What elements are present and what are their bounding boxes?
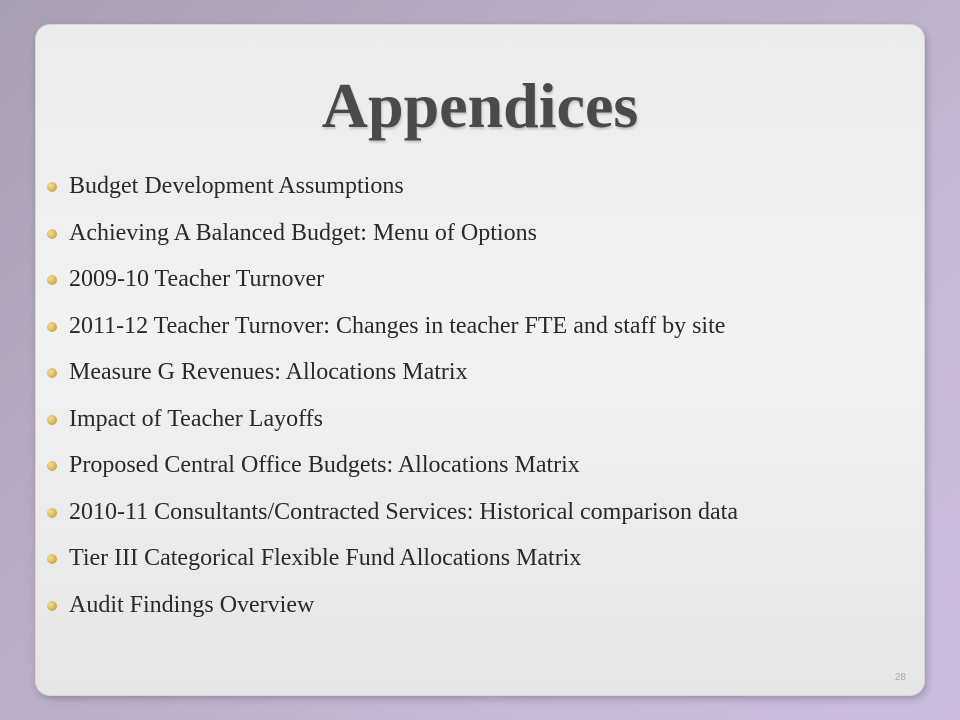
list-item — [36, 544, 924, 572]
page-number: 28 — [894, 672, 906, 683]
list-item-text: Impact of Teacher Layoffs — [69, 405, 323, 432]
list-item — [36, 312, 924, 340]
bullet-icon — [47, 182, 57, 192]
list-item — [36, 358, 924, 386]
list-item — [36, 172, 924, 200]
bullet-icon — [47, 229, 57, 239]
list-item — [36, 265, 924, 293]
list-item-text: Measure G Revenues: Allocations Matrix — [69, 359, 468, 385]
bullet-icon — [47, 554, 57, 564]
bullet-icon — [47, 601, 57, 611]
slide-title: Appendices — [321, 70, 639, 141]
bullet-icon — [47, 461, 57, 471]
bullet-icon — [47, 275, 57, 285]
bullet-icon — [47, 322, 57, 332]
slide-panel — [36, 25, 924, 695]
list-item-text: Achieving A Balanced Budget: Menu of Options — [69, 219, 537, 246]
list-item-text: 2010-11 Consultants/Contracted Services: Historical comparison data — [69, 498, 738, 525]
list-item-text: Tier III Categorical Flexible Fund Allocations Matrix — [69, 545, 582, 571]
list-item — [36, 219, 924, 247]
list-item-text: 2009-10 Teacher Turnover — [69, 266, 325, 292]
bullet-list — [36, 172, 924, 637]
list-item-text: 2011-12 Teacher Turnover: Changes in teacher FTE and staff by site — [69, 312, 726, 339]
bullet-icon — [47, 368, 57, 378]
list-item-text: Proposed Central Office Budgets: Allocations Matrix — [69, 452, 580, 478]
list-item — [36, 591, 924, 619]
bullet-icon — [47, 415, 57, 425]
list-item — [36, 498, 879, 526]
bullet-icon — [47, 508, 57, 518]
list-item — [36, 405, 924, 433]
list-item — [36, 451, 924, 479]
list-item-text: Budget Development Assumptions — [69, 173, 404, 199]
list-item-text: Audit Findings Overview — [69, 591, 315, 618]
